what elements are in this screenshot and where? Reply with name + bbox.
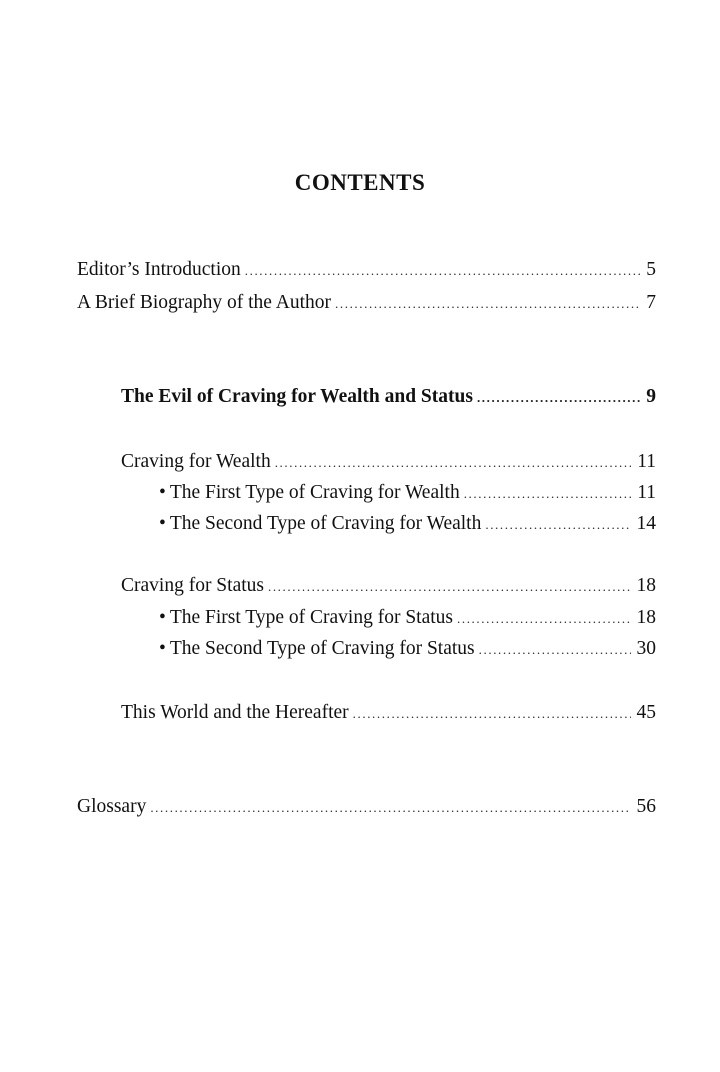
toc-entry-label: Editor’s Introduction (77, 259, 241, 280)
toc-leader-dots (335, 292, 640, 316)
toc-entry-label: Craving for Status (121, 575, 264, 596)
toc-entry-page: 9 (646, 386, 656, 407)
toc-entry-page: 11 (637, 451, 656, 472)
toc-entry-page: 5 (646, 259, 656, 280)
toc-entry-page: 45 (636, 702, 656, 723)
toc-entry-evil-of-craving[interactable] (121, 385, 656, 410)
bullet-icon: • (159, 607, 166, 628)
toc-leader-dots (477, 386, 640, 410)
toc-leader-dots (275, 451, 632, 475)
toc-entry-page: 56 (636, 796, 656, 817)
toc-entry-second-type-wealth[interactable] (159, 512, 656, 537)
toc-entry-label: This World and the Hereafter (121, 702, 349, 723)
page-title: CONTENTS (294, 170, 426, 195)
toc-entry-second-type-status[interactable] (159, 637, 656, 662)
bullet-icon: • (159, 513, 166, 534)
bullet-icon: • (159, 482, 166, 503)
toc-entry-glossary[interactable] (77, 795, 656, 820)
toc-entry-page: 11 (637, 482, 656, 503)
toc-entry-label: The First Type of Craving for Status (169, 607, 453, 628)
toc-leader-dots (457, 607, 631, 631)
toc-leader-dots (268, 575, 631, 599)
toc-entry-label: Craving for Wealth (121, 451, 271, 472)
toc-entry-label: The Evil of Craving for Wealth and Status (121, 386, 473, 407)
toc-entry-first-type-wealth[interactable] (159, 481, 656, 506)
toc-entry-craving-for-wealth[interactable] (121, 450, 656, 475)
toc-entry-page: 18 (636, 575, 656, 596)
toc-entry-page: 30 (636, 638, 656, 659)
toc-leader-dots (150, 796, 630, 820)
toc-entry-this-world-hereafter[interactable] (121, 701, 656, 726)
toc-entry-editors-introduction[interactable] (77, 258, 656, 283)
toc-entry-label: Glossary (77, 796, 147, 817)
toc-leader-dots (464, 482, 632, 506)
toc-entry-label: The First Type of Craving for Wealth (169, 482, 460, 503)
toc-entry-label: The Second Type of Craving for Status (169, 638, 475, 659)
toc-entry-label: A Brief Biography of the Author (77, 292, 332, 313)
toc-entry-craving-for-status[interactable] (121, 574, 656, 599)
toc-entry-label: The Second Type of Craving for Wealth (169, 513, 482, 534)
toc-leader-dots (245, 259, 641, 283)
toc-leader-dots (485, 513, 630, 537)
toc-entry-author-biography[interactable] (77, 291, 656, 316)
toc-entry-page: 7 (646, 292, 656, 313)
toc-entry-first-type-status[interactable] (159, 606, 656, 631)
bullet-icon: • (159, 638, 166, 659)
toc-entry-page: 14 (636, 513, 656, 534)
toc-leader-dots (479, 638, 631, 662)
toc-leader-dots (353, 702, 631, 726)
toc-entry-page: 18 (636, 607, 656, 628)
